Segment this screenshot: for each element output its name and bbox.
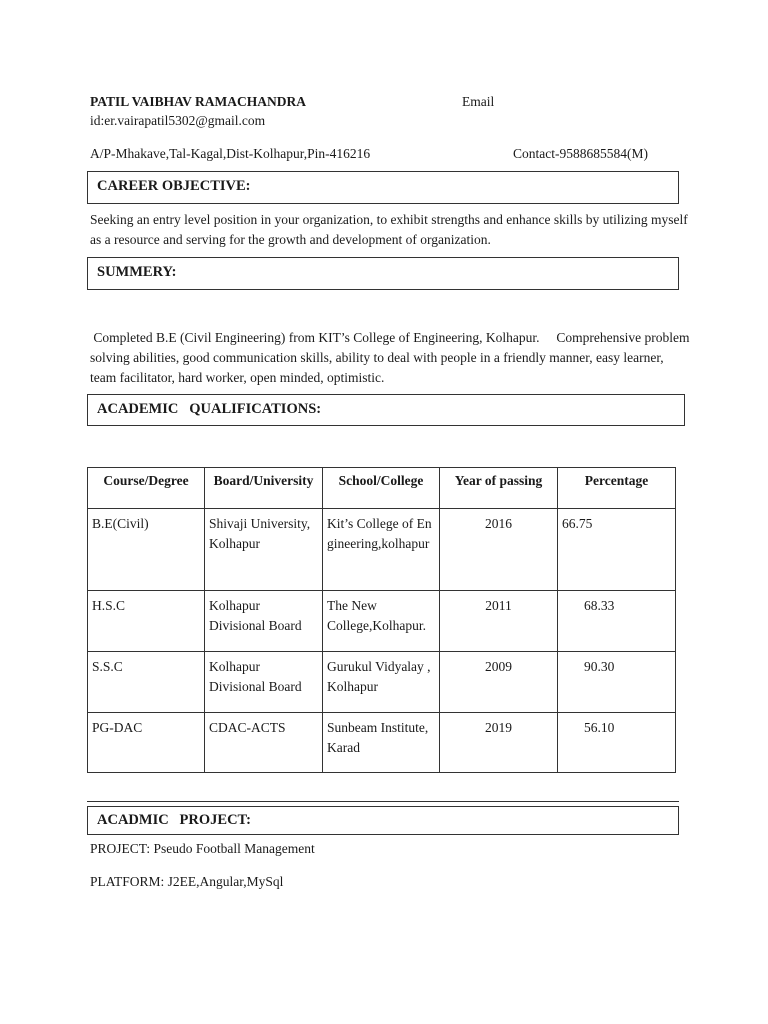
email-id: id:er.vairapatil5302@gmail.com [90, 113, 266, 128]
column-header-school: School/College [323, 468, 440, 509]
percentage-cell: 68.33 [558, 591, 676, 652]
year-cell: 2011 [440, 591, 558, 652]
column-header-year: Year of passing [440, 468, 558, 509]
column-header-board: Board/University [205, 468, 323, 509]
table-row [88, 652, 676, 713]
board-cell: CDAC-ACTS [205, 713, 323, 773]
board-cell: Shivaji University, Kolhapur [205, 509, 323, 591]
table-row [88, 591, 676, 652]
qualifications-table [87, 467, 676, 773]
school-cell: Sunbeam Institute, Karad [323, 713, 440, 773]
year-cell: 2016 [440, 509, 558, 591]
email-label: Email [462, 94, 495, 109]
percentage-cell: 56.10 [558, 713, 676, 773]
school-cell: Kit’s College of Engineering,kolhapur [323, 509, 440, 591]
course-cell: B.E(Civil) [88, 509, 205, 591]
course-cell: PG-DAC [88, 713, 205, 773]
course-cell: S.S.C [88, 652, 205, 713]
year-cell: 2009 [440, 652, 558, 713]
project-divider-line [87, 801, 679, 802]
platform-line: PLATFORM: J2EE,Angular,MySql [90, 874, 284, 889]
career-objective-text: Seeking an entry level position in your organization, to exhibit strengths and enhance skills by utilizing myself as a resource and serving for the growth and development of organization. [90, 212, 688, 247]
career-objective-heading: CAREER OBJECTIVE: [97, 178, 251, 194]
column-header-course: Course/Degree [88, 468, 205, 509]
school-cell: The New College,Kolhapur. [323, 591, 440, 652]
course-cell: H.S.C [88, 591, 205, 652]
summary-heading: SUMMERY: [97, 264, 177, 280]
summary-text: Completed B.E (Civil Engineering) from KIT’s College of Engineering, Kolhapur. Comprehensive problem solving abilities, good communication skills, ability to deal with people in a friendly manner, easy learner, team facilitator, hard worker, open minded, optimistic. [90, 330, 693, 385]
board-cell: Kolhapur Divisional Board [205, 591, 323, 652]
contact-number: Contact-9588685584(M) [513, 146, 648, 161]
table-row [88, 713, 676, 773]
academic-heading: ACADEMIC QUALIFICATIONS: [97, 401, 322, 417]
project-line: PROJECT: Pseudo Football Management [90, 841, 315, 856]
academic-heading-box [87, 394, 685, 426]
school-cell: Gurukul Vidyalay , Kolhapur [323, 652, 440, 713]
percentage-cell: 90.30 [558, 652, 676, 713]
candidate-name: PATIL VAIBHAV RAMACHANDRA [90, 94, 307, 109]
project-heading: ACADMIC PROJECT: [97, 812, 251, 828]
address: A/P-Mhakave,Tal-Kagal,Dist-Kolhapur,Pin-416216 [90, 146, 371, 161]
table-row [88, 509, 676, 591]
project-heading-box [87, 806, 679, 835]
career-objective-heading-box [87, 171, 679, 204]
percentage-cell: 66.75 [558, 509, 676, 591]
board-cell: Kolhapur Divisional Board [205, 652, 323, 713]
column-header-percentage: Percentage [558, 468, 676, 509]
table-header-row [88, 468, 676, 509]
summary-heading-box [87, 257, 679, 290]
year-cell: 2019 [440, 713, 558, 773]
